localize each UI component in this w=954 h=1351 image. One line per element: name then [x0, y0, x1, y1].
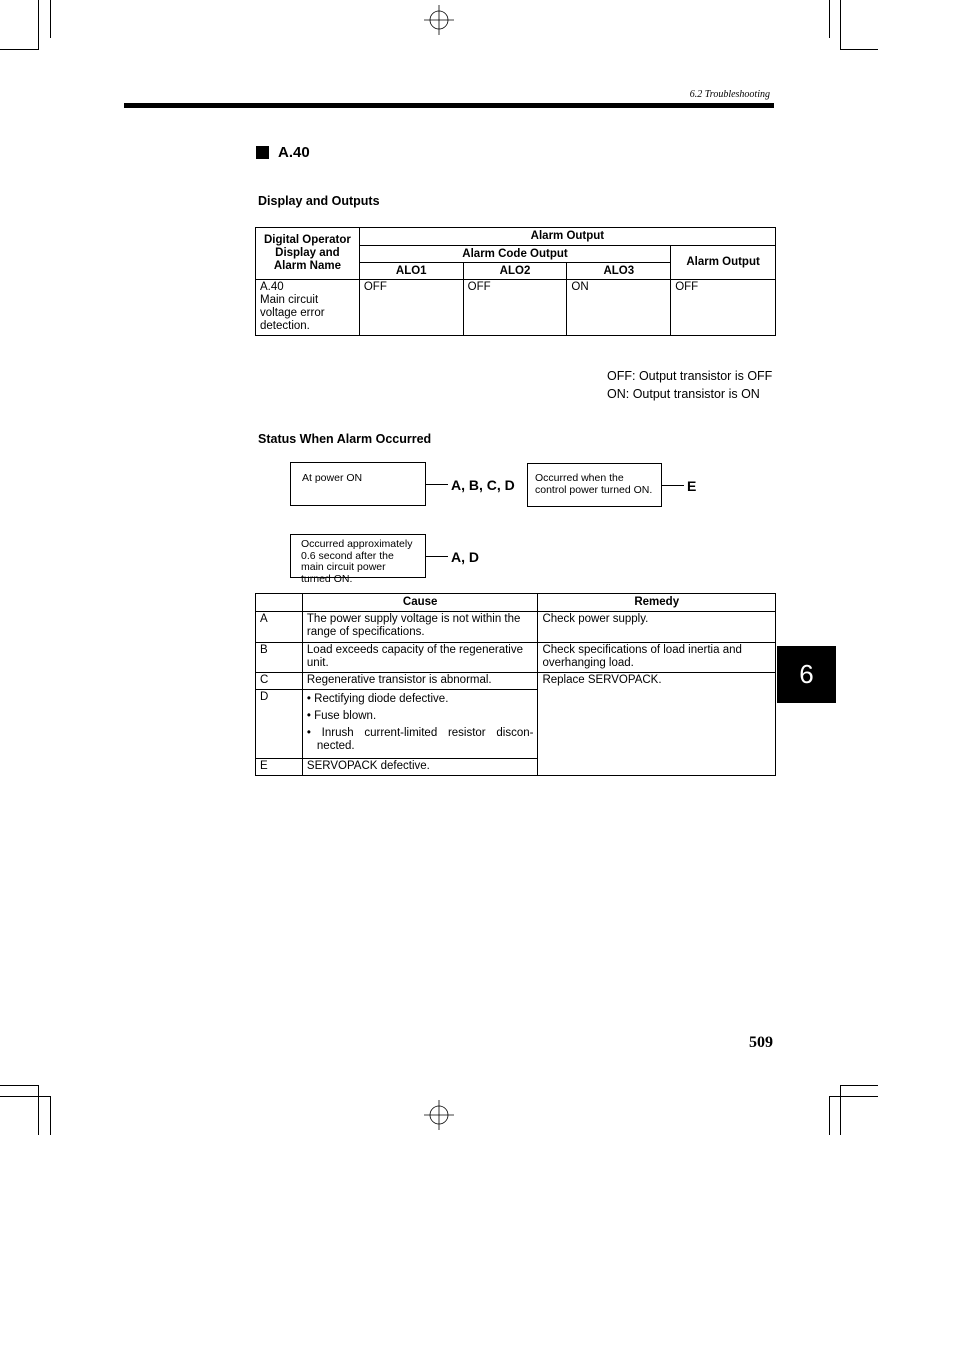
cause-id: C — [256, 673, 303, 690]
cause-bullet: • Inrush current-limited resistor discon-nected. — [306, 727, 534, 752]
legend-on: ON: Output transistor is ON — [607, 386, 760, 401]
cause-text: SERVOPACK defective. — [302, 759, 538, 776]
table-row — [256, 612, 776, 643]
col-header-alarm-code-output: Alarm Code Output — [359, 246, 670, 263]
legend-off: OFF: Output transistor is OFF — [607, 369, 773, 383]
running-header: 6.2 Troubleshooting — [689, 89, 770, 100]
cause-id: A — [256, 612, 303, 643]
status-box-main-circuit: Occurred approximately 0.6 second after the main circuit power turned ON. — [290, 534, 426, 578]
remedy-text: Check power supply. — [538, 612, 776, 643]
cause-bullet: • Rectifying diode defective. — [306, 693, 449, 705]
cell-alo1: OFF — [359, 280, 463, 336]
cell-alarm-output: OFF — [671, 280, 776, 336]
status-heading: Status When Alarm Occurred — [258, 432, 432, 446]
col-header-alarm-output-group: Alarm Output — [359, 228, 775, 246]
remedy-text: Replace SERVOPACK. — [538, 673, 776, 776]
table-row — [256, 280, 776, 336]
header-rule — [124, 103, 774, 108]
cell-display: A.40 Main circuit voltage error detection. — [256, 280, 360, 336]
status-label-ad: A, D — [451, 549, 479, 565]
status-box-power-on: At power ON — [290, 462, 426, 506]
output-legend — [607, 368, 772, 403]
connector-line — [426, 556, 448, 557]
connector-line — [662, 485, 684, 486]
col-header-alo3: ALO3 — [567, 263, 671, 280]
cause-text: Load exceeds capacity of the regenerative unit. — [302, 643, 538, 673]
col-header-display: Digital Operator Display and Alarm Name — [256, 228, 360, 280]
col-header-id — [256, 594, 303, 612]
cause-text: The power supply voltage is not within the range of specifications. — [302, 612, 538, 643]
status-box-control-power: Occurred when the control power turned ON. — [527, 463, 662, 507]
col-header-alo1: ALO1 — [359, 263, 463, 280]
cause-bullet-list — [302, 690, 538, 759]
remedy-text: Check specifications of load inertia and overhanging load. — [538, 643, 776, 673]
square-bullet-icon — [256, 146, 269, 159]
table-row — [256, 673, 776, 690]
section-title — [256, 144, 310, 161]
col-header-remedy: Remedy — [538, 594, 776, 612]
connector-line — [426, 484, 448, 485]
display-outputs-table — [255, 227, 776, 336]
registration-mark-top-icon — [424, 5, 454, 35]
cause-bullet: • Fuse blown. — [306, 710, 377, 722]
registration-mark-bottom-icon — [424, 1100, 454, 1130]
table-row — [256, 643, 776, 673]
col-header-alarm-output: Alarm Output — [671, 246, 776, 280]
cause-remedy-table — [255, 593, 776, 776]
status-label-abcd: A, B, C, D — [451, 477, 515, 493]
status-label-e: E — [687, 478, 697, 494]
cause-text: Regenerative transistor is abnormal. — [302, 673, 538, 690]
page-number: 509 — [749, 1034, 773, 1051]
col-header-alo2: ALO2 — [463, 263, 567, 280]
chapter-tab: 6 — [777, 646, 836, 703]
cause-id: D — [256, 690, 303, 759]
col-header-cause: Cause — [302, 594, 538, 612]
alarm-code-title: A.40 — [278, 144, 310, 161]
cell-alo3: ON — [567, 280, 671, 336]
cause-id: B — [256, 643, 303, 673]
cell-alo2: OFF — [463, 280, 567, 336]
cause-id: E — [256, 759, 303, 776]
display-outputs-heading: Display and Outputs — [258, 194, 380, 208]
